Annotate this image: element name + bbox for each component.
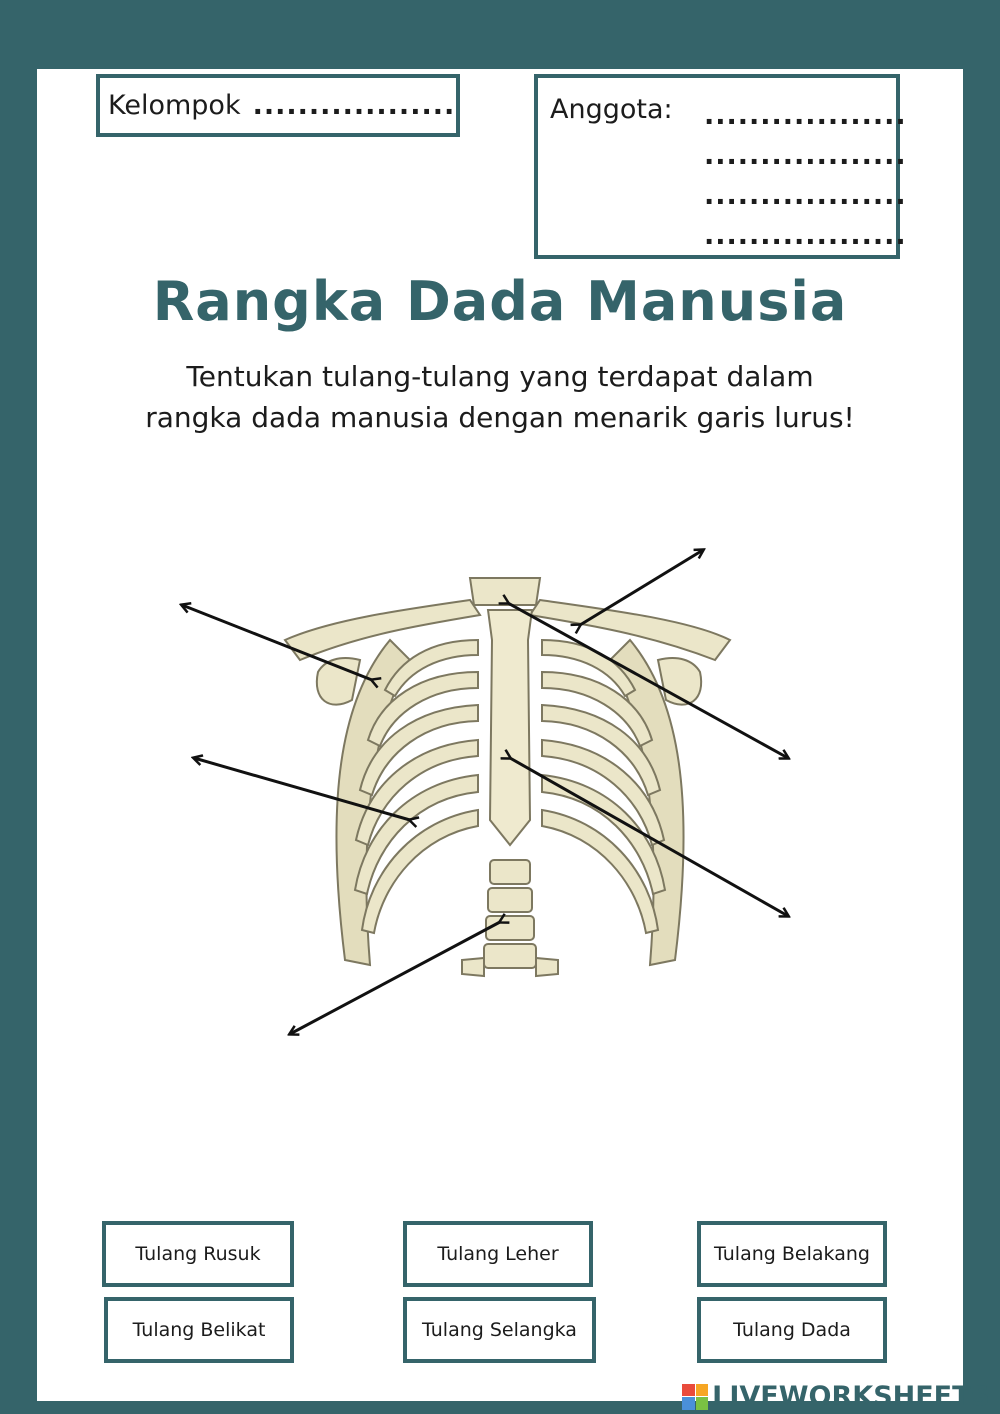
- instructions-line-1: Tentukan tulang-tulang yang terdapat dalam: [186, 360, 814, 393]
- group-label: Kelompok: [108, 90, 241, 121]
- member-blank-4: ..................: [704, 220, 907, 251]
- answer-text: Tulang Selangka: [422, 1319, 577, 1341]
- answer-text: Tulang Rusuk: [135, 1243, 261, 1265]
- member-blank-1: ..................: [704, 100, 907, 131]
- answer-text: Tulang Belakang: [714, 1243, 870, 1265]
- watermark-text: LIVEWORKSHEETS: [712, 1381, 990, 1412]
- liveworksheets-watermark: [682, 1381, 990, 1412]
- member-blank-3: ..................: [704, 180, 907, 211]
- answer-tulang-dada[interactable]: [697, 1297, 887, 1363]
- answer-text: Tulang Belikat: [132, 1319, 266, 1341]
- arrow-6: [290, 922, 500, 1034]
- rib-cage-illustration: [285, 578, 730, 976]
- answer-tulang-leher[interactable]: [403, 1221, 593, 1287]
- answer-tulang-belikat[interactable]: [104, 1297, 294, 1363]
- members-label: Anggota:: [550, 94, 673, 125]
- member-blank-2: ..................: [704, 140, 907, 171]
- answer-tulang-belakang[interactable]: [697, 1221, 887, 1287]
- answer-text: Tulang Dada: [733, 1319, 851, 1341]
- answer-tulang-selangka[interactable]: [403, 1297, 596, 1363]
- arrow-2: [580, 550, 703, 625]
- page-title: Rangka Dada Manusia: [152, 270, 848, 333]
- group-blank: ..................: [252, 90, 456, 121]
- instructions-line-2: rangka dada manusia dengan menarik garis lurus!: [145, 401, 855, 434]
- liveworksheets-logo-icon: [682, 1384, 708, 1410]
- answer-tulang-rusuk[interactable]: [102, 1221, 294, 1287]
- answer-text: Tulang Leher: [437, 1243, 559, 1265]
